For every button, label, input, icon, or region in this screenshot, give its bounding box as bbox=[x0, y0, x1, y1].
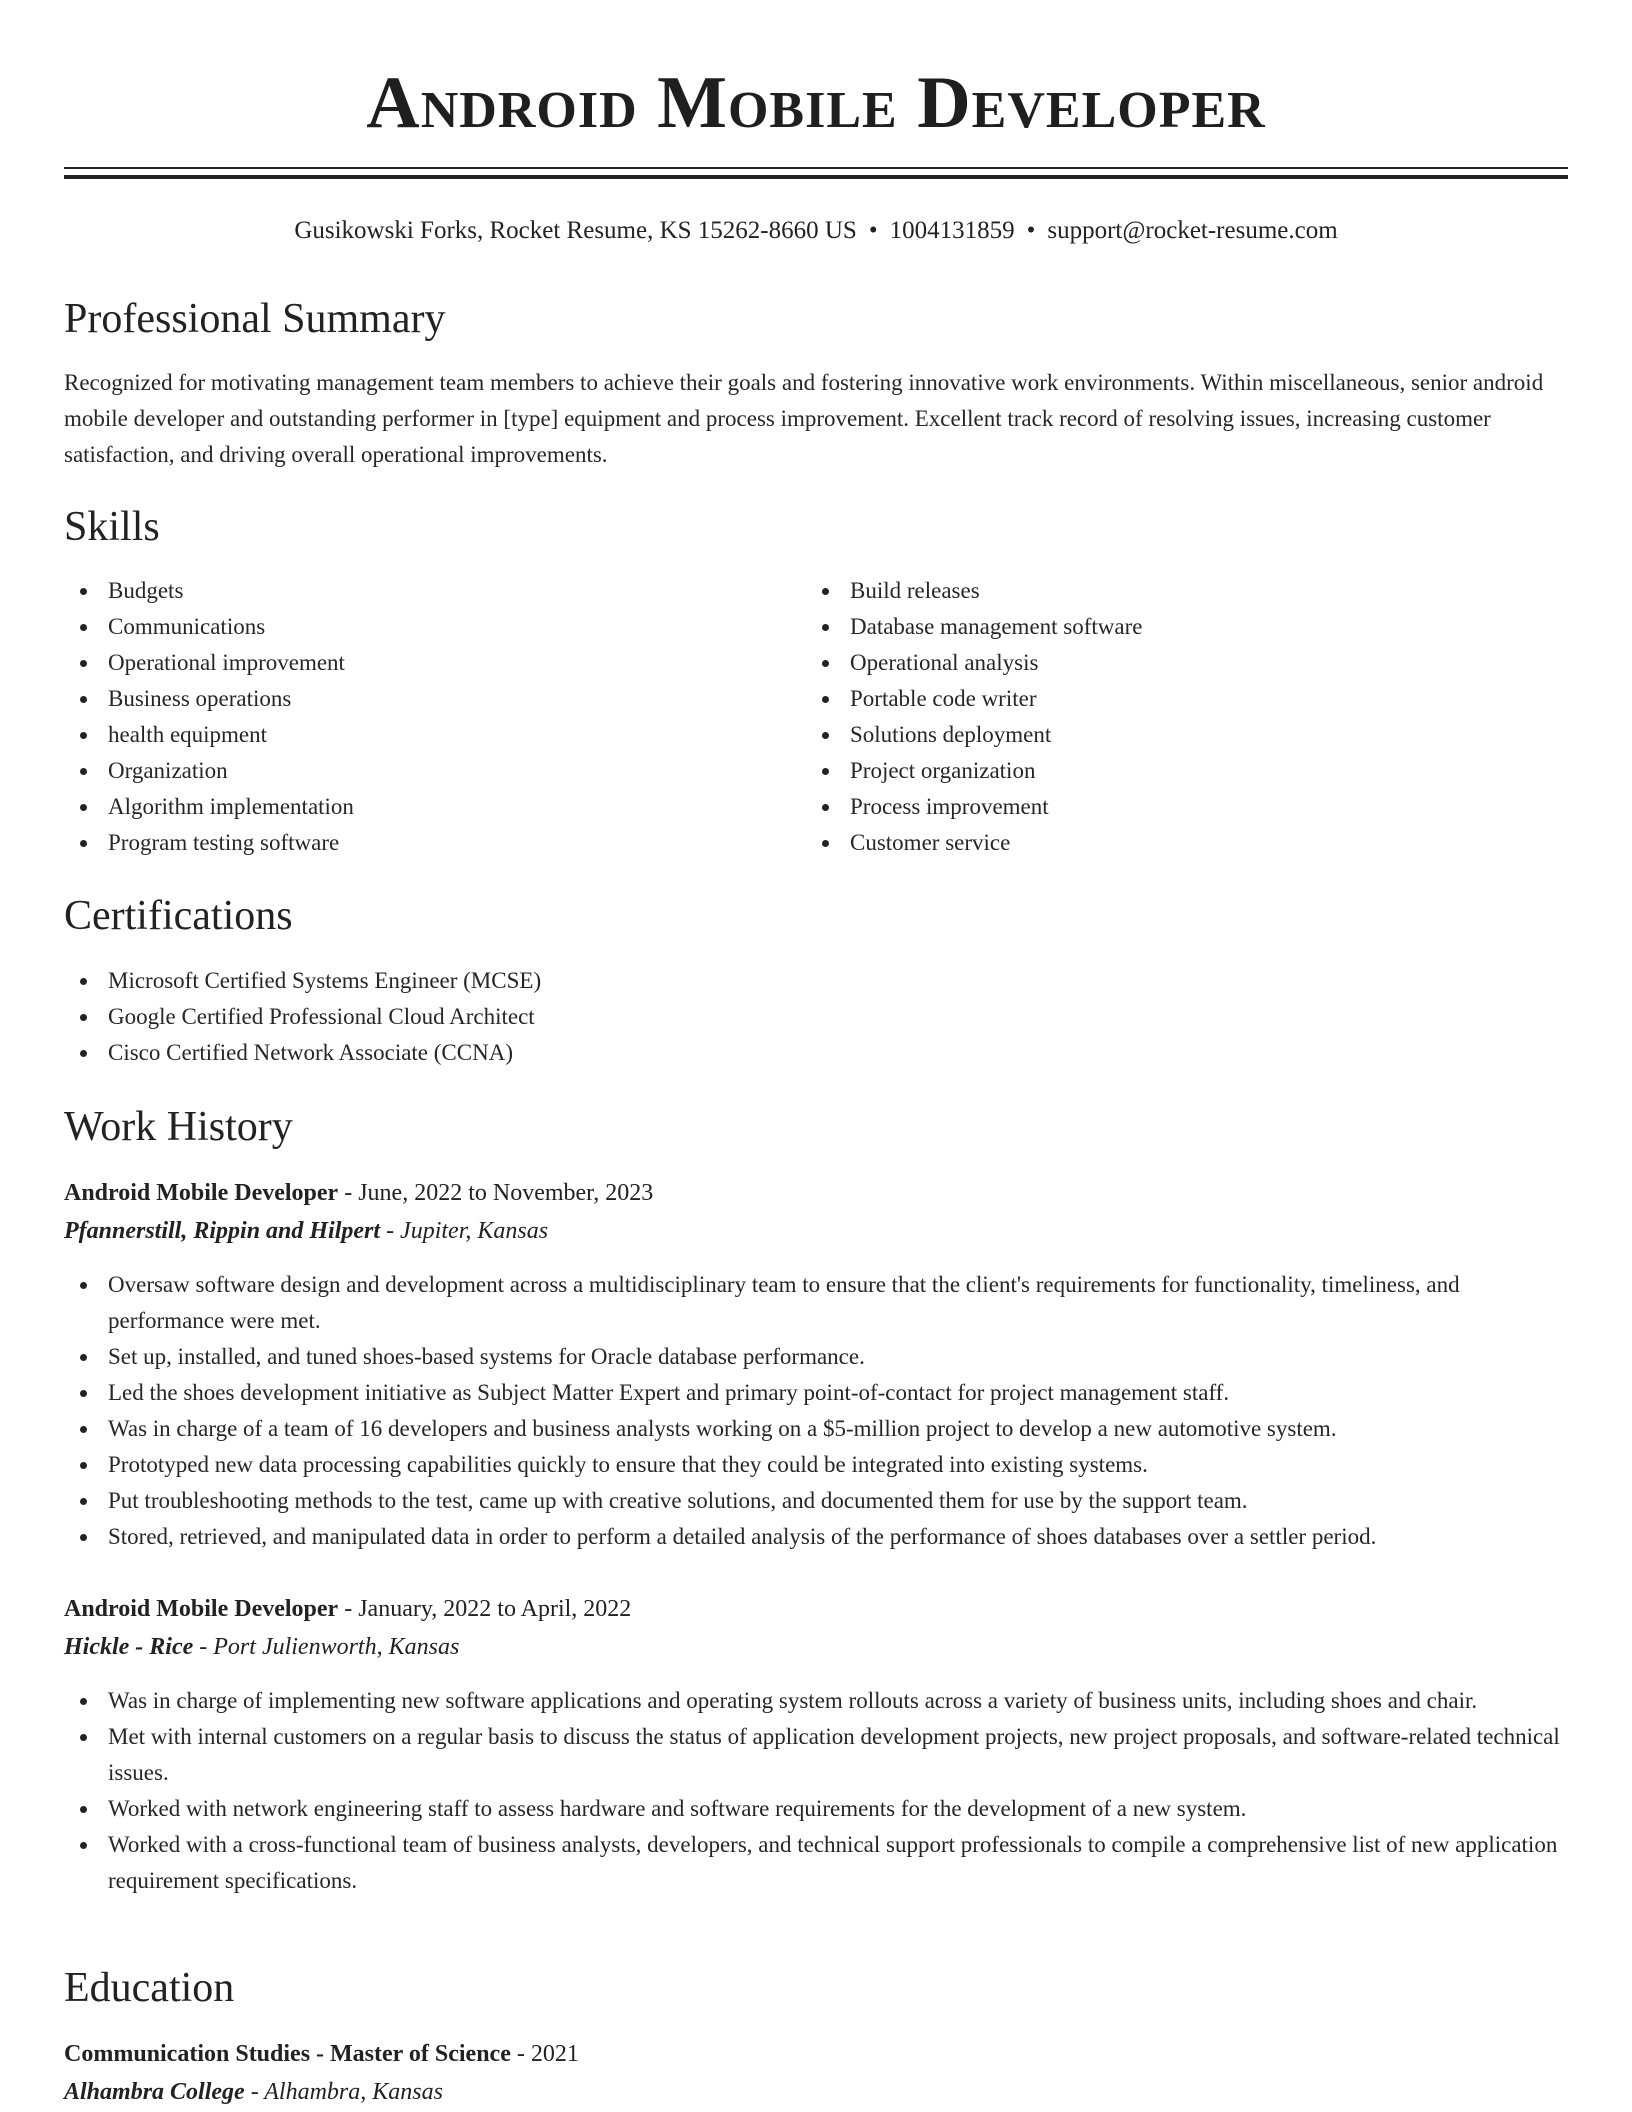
title-divider-thin bbox=[64, 167, 1568, 169]
list-item: Business operations bbox=[64, 681, 764, 717]
section-title-skills: Skills bbox=[64, 504, 160, 550]
education-degree-line bbox=[64, 2035, 1568, 2073]
list-item: Process improvement bbox=[806, 789, 1506, 825]
certifications-list bbox=[64, 963, 1568, 1071]
page-title: Android Mobile Developer bbox=[366, 62, 1266, 144]
section-title-education: Education bbox=[64, 1965, 235, 2011]
list-item: Organization bbox=[64, 753, 764, 789]
section-title-summary: Professional Summary bbox=[64, 296, 446, 342]
job-title-line bbox=[64, 1174, 1568, 1212]
job-role: Android Mobile Developer bbox=[64, 1180, 339, 1206]
job-company: Hickle - Rice bbox=[64, 1634, 194, 1660]
contact-phone: 1004131859 bbox=[889, 217, 1015, 244]
job-bullets bbox=[64, 1683, 1568, 1899]
list-item: Was in charge of a team of 16 developers and business analysts working on a $5-million project to develop a new automotive system. bbox=[64, 1411, 1568, 1447]
section-title-work-history: Work History bbox=[64, 1104, 293, 1150]
list-item: Worked with a cross-functional team of business analysts, developers, and technical support professionals to compile a comprehensive list of new application requirement specifications. bbox=[64, 1827, 1568, 1899]
job-company-line bbox=[64, 1628, 1568, 1666]
job-dates: - January, 2022 to April, 2022 bbox=[344, 1596, 632, 1622]
list-item: Project organization bbox=[806, 753, 1506, 789]
list-item: Communications bbox=[64, 609, 764, 645]
list-item: Microsoft Certified Systems Engineer (MCSE) bbox=[64, 963, 1568, 999]
job-company: Pfannerstill, Rippin and Hilpert bbox=[64, 1218, 381, 1244]
list-item: Put troubleshooting methods to the test, came up with creative solutions, and documented them for use by the support team. bbox=[64, 1483, 1568, 1519]
list-item: Portable code writer bbox=[806, 681, 1506, 717]
list-item: Prototyped new data processing capabilities quickly to ensure that they could be integrated into existing systems. bbox=[64, 1447, 1568, 1483]
list-item: Algorithm implementation bbox=[64, 789, 764, 825]
list-item: Build releases bbox=[806, 573, 1506, 609]
resume-page bbox=[64, 0, 1568, 2105]
list-item: Set up, installed, and tuned shoes-based systems for Oracle database performance. bbox=[64, 1339, 1568, 1375]
list-item: Was in charge of implementing new software applications and operating system rollouts across a variety of business units, including shoes and chair. bbox=[64, 1683, 1568, 1719]
list-item: Google Certified Professional Cloud Architect bbox=[64, 999, 1568, 1035]
job-bullets bbox=[64, 1267, 1568, 1555]
job-company-line bbox=[64, 1212, 1568, 1250]
job-location: - Port Julienworth, Kansas bbox=[199, 1634, 460, 1660]
summary-text: Recognized for motivating management team members to achieve their goals and fostering innovative work environments. Within miscellaneous, senior android mobile developer and outstanding performer in [type] equipment and process improvement. Excellent track record of resolving issues, increasing customer satisfaction, and driving overall operational improvements. bbox=[64, 370, 1544, 467]
list-item: Solutions deployment bbox=[806, 717, 1506, 753]
skills-list-right bbox=[806, 573, 1506, 861]
list-item: Met with internal customers on a regular basis to discuss the status of application development projects, new project proposals, and software-related technical issues. bbox=[64, 1719, 1568, 1791]
title-divider-thick bbox=[64, 175, 1568, 179]
contact-email: support@rocket-resume.com bbox=[1047, 217, 1338, 244]
job-title-line bbox=[64, 1590, 1568, 1628]
skills-list-left bbox=[64, 573, 764, 861]
list-item: Worked with network engineering staff to assess hardware and software requirements for the development of a new system. bbox=[64, 1791, 1568, 1827]
list-item: Budgets bbox=[64, 573, 764, 609]
job-dates: - June, 2022 to November, 2023 bbox=[344, 1180, 654, 1206]
contact-line bbox=[64, 214, 1568, 248]
list-item: health equipment bbox=[64, 717, 764, 753]
list-item: Program testing software bbox=[64, 825, 764, 861]
education-location: - Alhambra, Kansas bbox=[250, 2079, 443, 2105]
job-location: - Jupiter, Kansas bbox=[386, 1218, 549, 1244]
list-item: Customer service bbox=[806, 825, 1506, 861]
list-item: Oversaw software design and development across a multidisciplinary team to ensure that the client's requirements for functionality, timeliness, and performance were met. bbox=[64, 1267, 1568, 1339]
list-item: Cisco Certified Network Associate (CCNA) bbox=[64, 1035, 1568, 1071]
job-role: Android Mobile Developer bbox=[64, 1596, 339, 1622]
education-year: - 2021 bbox=[516, 2041, 579, 2067]
list-item: Operational improvement bbox=[64, 645, 764, 681]
list-item: Led the shoes development initiative as Subject Matter Expert and primary point-of-contact for project management staff. bbox=[64, 1375, 1568, 1411]
education-school-line bbox=[64, 2073, 1568, 2111]
separator-dot: • bbox=[868, 217, 878, 244]
education-school: Alhambra College bbox=[64, 2079, 245, 2105]
list-item: Stored, retrieved, and manipulated data in order to perform a detailed analysis of the performance of shoes databases over a settler period. bbox=[64, 1519, 1568, 1555]
list-item: Database management software bbox=[806, 609, 1506, 645]
education-degree: Communication Studies - Master of Science bbox=[64, 2041, 511, 2067]
list-item: Operational analysis bbox=[806, 645, 1506, 681]
separator-dot: • bbox=[1026, 217, 1036, 244]
contact-address: Gusikowski Forks, Rocket Resume, KS 15262-8660 US bbox=[294, 217, 857, 244]
section-title-certifications: Certifications bbox=[64, 893, 293, 939]
